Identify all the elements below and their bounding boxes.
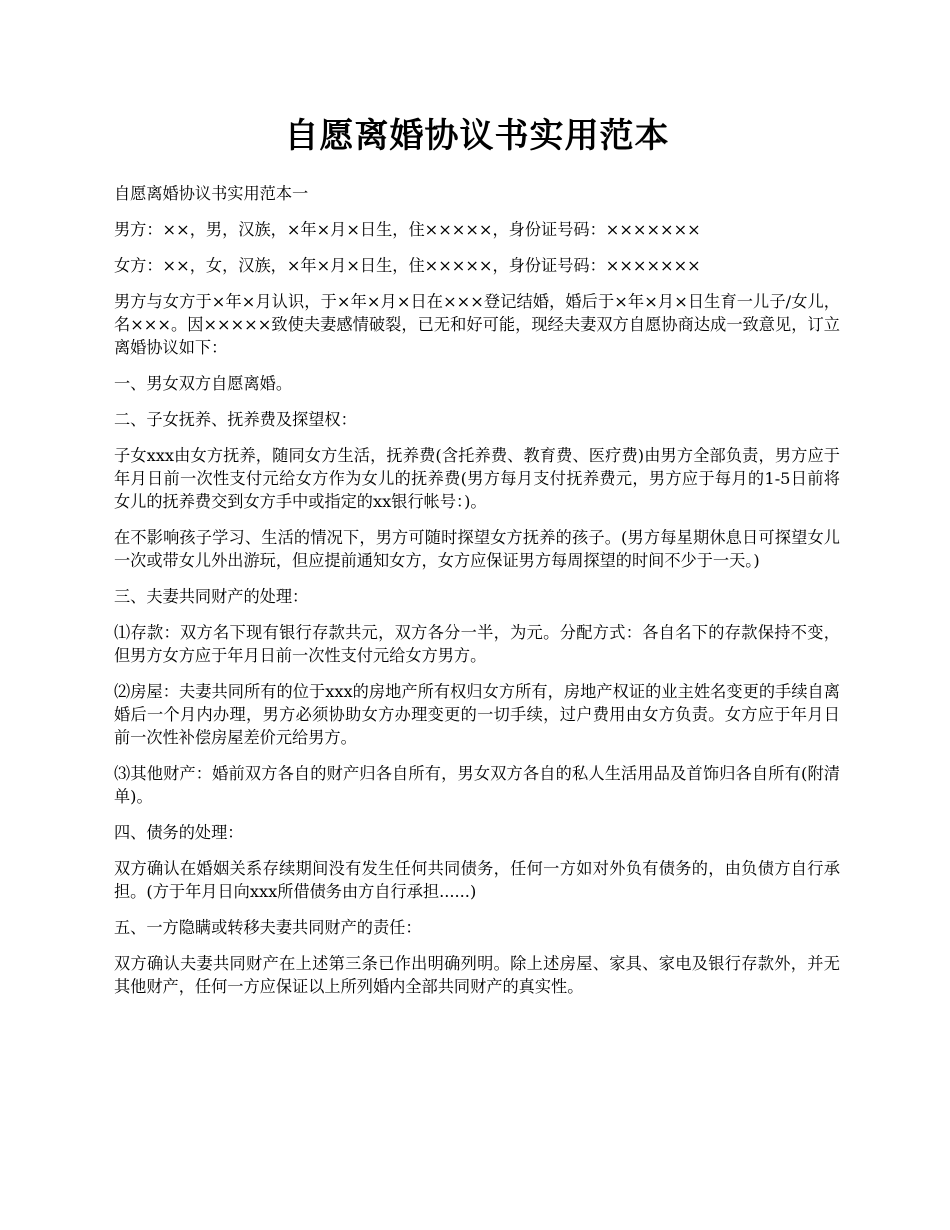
document-title: 自愿离婚协议书实用范本 — [284, 116, 670, 156]
section-5-heading: 五、一方隐瞒或转移夫妻共同财产的责任： — [114, 918, 422, 937]
section-1-heading: 一、男女双方自愿离婚。 — [114, 374, 293, 393]
child-support-clause: 子女xxx由女方抚养，随同女方生活，抚养费(含托养费、教育费、医疗费)由男方全部负责，男方应于年月日前一次性支付元给女方作为女儿的抚养费(男方每月支付抚养费元，男方应于每月的1-5日前将女儿的抚养费交到女方手中或指定的xx银行帐号：)。 — [114, 446, 840, 511]
party-female-info: 女方：××，女，汉族，×年×月×日生，住×××××，身份证号码：××××××× — [114, 256, 701, 275]
section-2-heading: 二、子女抚养、抚养费及探望权： — [114, 410, 357, 429]
housing-clause: ⑵房屋：夫妻共同所有的位于xxx的房地产所有权归女方所有，房地产权证的业主姓名变更的手续自离婚后一个月内办理，男方必须协助女方办理变更的一切手续，过户费用由女方负责。女方应于年月日前一次性补偿房屋差价元给男方。 — [114, 682, 840, 747]
document-page — [114, 0, 840, 998]
marriage-background: 男方与女方于×年×月认识，于×年×月×日在×××登记结婚，婚后于×年×月×日生育一儿子/女儿，名×××。因×××××致使夫妻感情破裂，已无和好可能，现经夫妻双方自愿协商达成一致意见，订立离婚协议如下： — [114, 292, 840, 357]
document-subtitle: 自愿离婚协议书实用范本一 — [114, 184, 309, 203]
debt-clause: 双方确认在婚姻关系存续期间没有发生任何共同债务，任何一方如对外负有债务的，由负债方自行承担。(方于年月日向xxx所借债务由方自行承担......) — [114, 859, 840, 901]
visitation-clause: 在不影响孩子学习、生活的情况下，男方可随时探望女方抚养的孩子。(男方每星期休息日可探望女儿一次或带女儿外出游玩，但应提前通知女方，女方应保证男方每周探望的时间不少于一天。) — [114, 528, 840, 570]
section-4-heading: 四、债务的处理： — [114, 823, 244, 842]
property-disclosure-clause: 双方确认夫妻共同财产在上述第三条已作出明确列明。除上述房屋、家具、家电及银行存款外，并无其他财产，任何一方应保证以上所列婚内全部共同财产的真实性。 — [114, 954, 840, 996]
section-3-heading: 三、夫妻共同财产的处理： — [114, 587, 309, 606]
savings-clause: ⑴存款：双方名下现有银行存款共元，双方各分一半，为元。分配方式：各自名下的存款保持不变，但男方女方应于年月日前一次性支付元给女方男方。 — [114, 623, 840, 665]
party-male-info: 男方：××，男，汉族，×年×月×日生，住×××××，身份证号码：××××××× — [114, 220, 701, 239]
other-property-clause: ⑶其他财产：婚前双方各自的财产归各自所有，男女双方各自的私人生活用品及首饰归各自所有(附清单)。 — [114, 764, 840, 806]
